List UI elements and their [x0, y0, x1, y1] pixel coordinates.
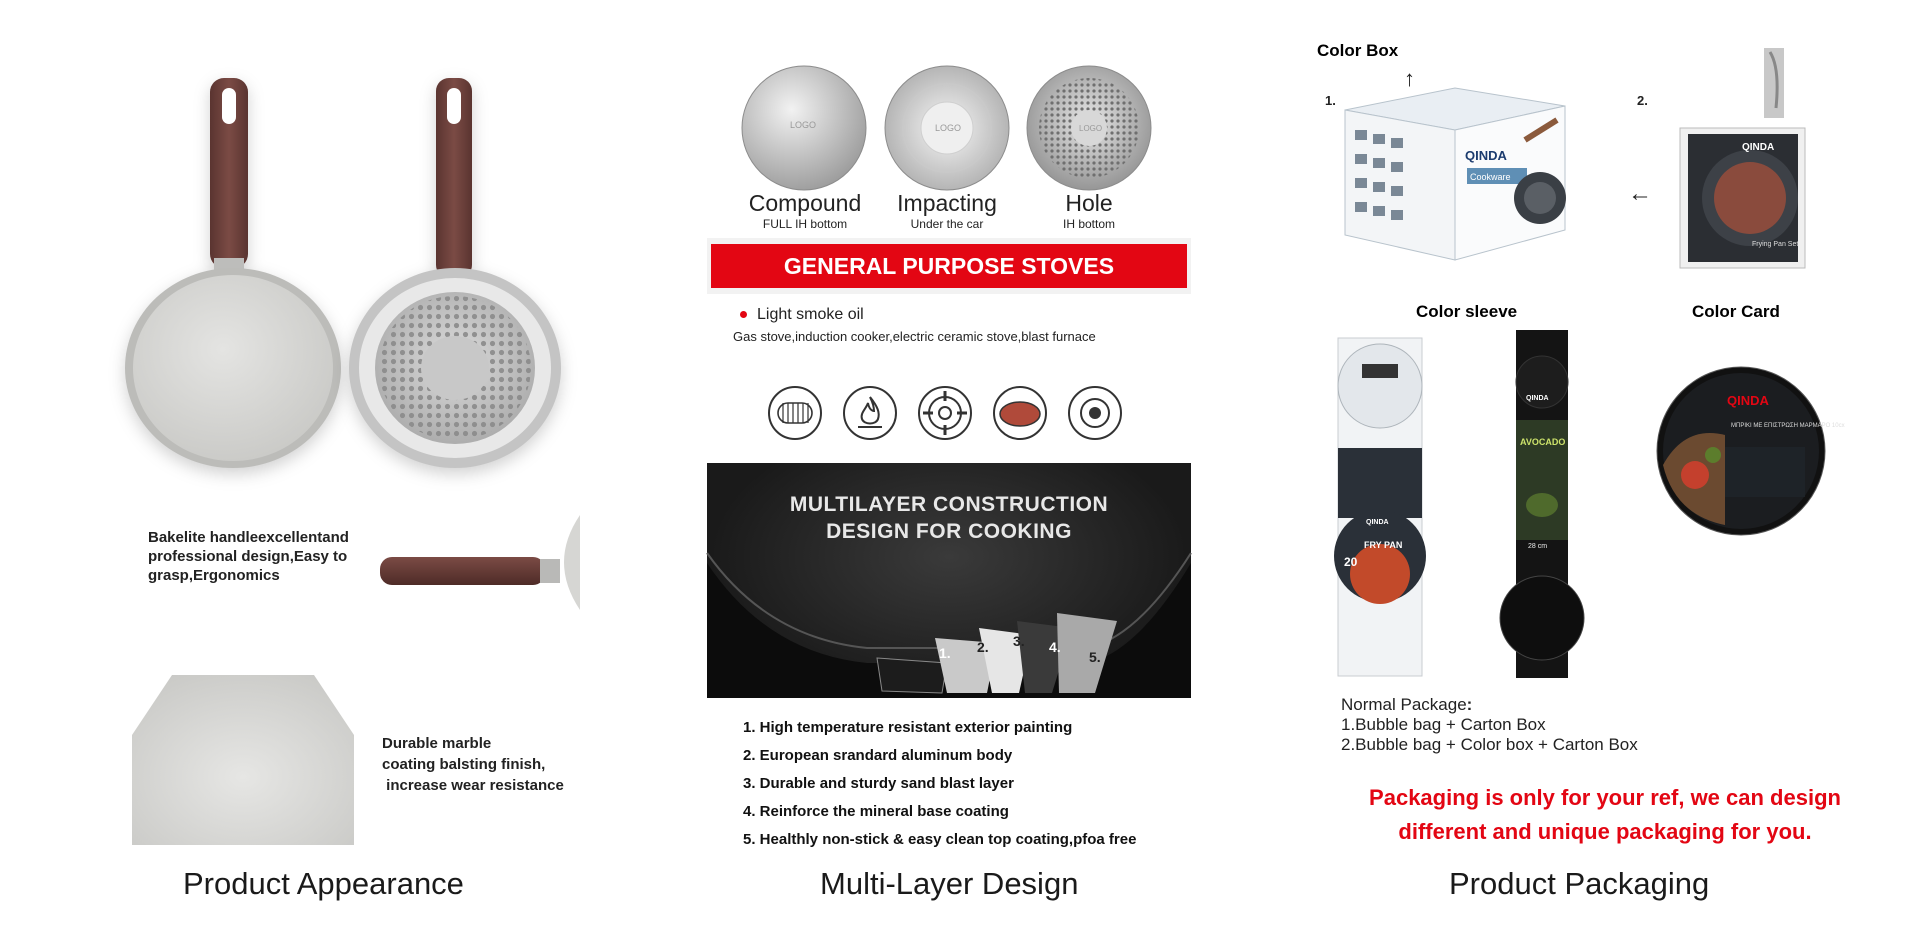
svg-text:20: 20 [1344, 555, 1358, 569]
normal-package-text: Normal Package: 1.Bubble bag + Carton Box 2.Bubble bag + Color box + Carton Box [1341, 695, 1638, 754]
frying-pan-set-box-image [1680, 48, 1820, 270]
left-arrow-icon: ← [1628, 180, 1652, 207]
ceramic-plate-icon [992, 385, 1048, 441]
impacting-bottom-disc [883, 64, 1011, 192]
bottom-label-compound: Compound FULL IH bottom [748, 190, 862, 231]
svg-text:QINDA: QINDA [1526, 395, 1549, 402]
bottom-label-hole: Hole IH bottom [1062, 190, 1116, 231]
package-number-2: 2. [1637, 93, 1648, 108]
stove-types-text: Gas stove,induction cooker,electric ceramic stove,blast furnace [733, 329, 1096, 344]
svg-text:AVOCADO: AVOCADO [1520, 437, 1566, 447]
marble-pan-image [118, 78, 348, 478]
svg-text:LOGO: LOGO [1079, 124, 1103, 133]
color-card-label: Color Card [1692, 302, 1780, 321]
packaging-note: Packaging is only for your ref, we can design different and unique packaging for you. [1369, 785, 1841, 844]
color-sleeve-avocado-image [1496, 330, 1588, 678]
flame-icon [842, 385, 898, 441]
hole-bottom-disc [1025, 64, 1153, 192]
marble-coating-closeup-image [132, 675, 354, 845]
layer-number-labels [707, 463, 1191, 698]
svg-text:Frying Pan Set: Frying Pan Set [1752, 241, 1799, 248]
panel-title: MULTILAYER CONSTRUCTION DESIGN FOR COOKING [789, 493, 1109, 543]
up-arrow-icon: ↑ [1404, 66, 1415, 91]
layer-number: 3. [1013, 633, 1025, 649]
handle-description: Bakelite handleexcellentand professional design,Easy to grasp,Ergonomics [148, 529, 349, 584]
coating-description: Durable marble coating balsting finish, increase wear resistance [382, 735, 564, 794]
package-number-1: 1. [1325, 93, 1336, 108]
electric-hob-icon [1067, 385, 1123, 441]
list-item: 5. Healthly non-stick & easy clean top coating,pfoa free [743, 831, 1137, 848]
list-item: 2. European srandard aluminum body [743, 747, 1013, 764]
general-purpose-stoves-banner: GENERAL PURPOSE STOVES [711, 244, 1187, 288]
stove-icon-row [767, 385, 1127, 441]
svg-text:FRY PAN: FRY PAN [1364, 540, 1403, 550]
svg-text:QINDA: QINDA [1465, 148, 1507, 163]
svg-text:QINDA: QINDA [1742, 142, 1775, 153]
layer-number: 5. [1089, 649, 1101, 665]
list-item: 1. High temperature resistant exterior painting [743, 719, 1073, 736]
appearance-caption: Product Appearance [183, 866, 464, 901]
svg-text:Cookware: Cookware [1470, 172, 1511, 182]
induction-coil-icon [767, 385, 823, 441]
color-sleeve-fry-pan-image [1332, 338, 1428, 676]
svg-text:LOGO: LOGO [935, 123, 962, 133]
color-box-image [1345, 66, 1565, 260]
layer-number: 2. [977, 639, 989, 655]
svg-text:ΜΠΡΙΚΙ ΜΕ ΕΠΙΣΤΡΩΣΗ ΜΑΡΜΑΡΟ 10: ΜΠΡΙΚΙ ΜΕ ΕΠΙΣΤΡΩΣΗ ΜΑΡΜΑΡΟ 10cx [1731, 423, 1845, 429]
banner-frame [707, 238, 1191, 294]
list-item: 4. Reinforce the mineral base coating [743, 803, 1009, 820]
layer-number: 4. [1049, 639, 1061, 655]
packaging-caption: Product Packaging [1449, 866, 1710, 901]
svg-text:QINDA: QINDA [1366, 519, 1389, 526]
color-card-image [1655, 365, 1845, 537]
svg-text:LOGO: LOGO [790, 120, 817, 130]
bottom-label-impacting: Impacting Under the car [897, 190, 997, 231]
compound-bottom-disc [740, 64, 868, 192]
layer-number: 1. [939, 645, 951, 661]
color-sleeve-label: Color sleeve [1416, 302, 1518, 321]
light-smoke-oil-bullet: Light smoke oil [740, 306, 864, 324]
svg-text:28 cm: 28 cm [1528, 543, 1548, 550]
color-box-label: Color Box [1317, 41, 1399, 60]
svg-text:QINDA: QINDA [1727, 393, 1769, 408]
handle-closeup-image [380, 515, 580, 610]
list-item: 3. Durable and sturdy sand blast layer [743, 775, 1014, 792]
red-bullet-icon [740, 311, 747, 318]
multilayer-caption: Multi-Layer Design [820, 866, 1079, 901]
layer-list [743, 714, 1183, 854]
pan-bottom-image [344, 78, 566, 478]
gas-burner-icon [917, 385, 973, 441]
